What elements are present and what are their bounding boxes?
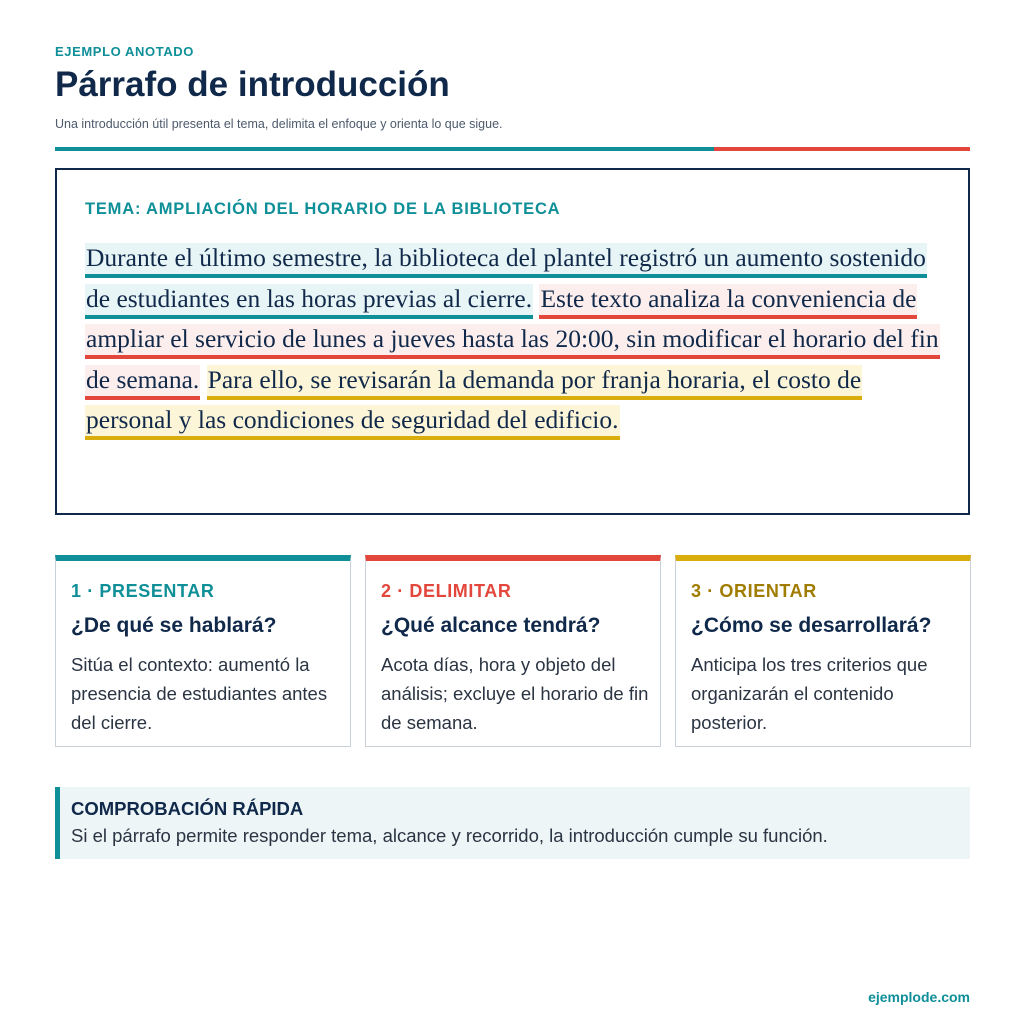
card-question: ¿Qué alcance tendrá? (381, 614, 601, 637)
segment-presentar: Durante el último semestre, la biblioteca del plantel registró un aumento sostenido de estudiantes en las horas previas al cierre. (85, 243, 927, 319)
example-paragraph (85, 238, 945, 441)
card-question: ¿De qué se hablará? (71, 614, 277, 637)
header-divider (55, 147, 970, 151)
quick-check-title: COMPROBACIÓN RÁPIDA (71, 798, 304, 819)
page-title: Párrafo de introducción (55, 65, 450, 104)
card-presentar (55, 555, 351, 747)
annotated-example-box (55, 168, 970, 515)
card-label: 1 · PRESENTAR (71, 581, 215, 601)
card-label: 3 · ORIENTAR (691, 581, 817, 601)
quick-check-callout (55, 787, 970, 859)
divider-red-segment (714, 147, 970, 151)
card-description: Acota días, hora y objeto del análisis; excluye el horario de fin de semana. (381, 654, 649, 733)
segment-delimitar: Este texto analiza la conveniencia de ampliar el servicio de lunes a jueves hasta las 20:00, sin modificar el horario del fin de semana. (85, 284, 940, 400)
card-description: Sitúa el contexto: aumentó la presencia de estudiantes antes del cierre. (71, 654, 328, 733)
eyebrow-label: EJEMPLO ANOTADO (55, 44, 195, 59)
card-orientar (675, 555, 971, 747)
page (55, 0, 970, 1024)
page-subtitle: Una introducción útil presenta el tema, delimita el enfoque y orienta lo que sigue. (55, 117, 503, 131)
segment-orientar: Para ello, se revisarán la demanda por franja horaria, el costo de personal y las condiciones de seguridad del edificio. (85, 365, 862, 441)
card-description: Anticipa los tres criterios que organizarán el contenido posterior. (691, 654, 928, 733)
divider-teal-segment (55, 147, 714, 151)
step-cards (55, 555, 970, 747)
card-delimitar (365, 555, 661, 747)
footer-site-link[interactable]: ejemplode.com (868, 989, 970, 1005)
topic-heading: TEMA: AMPLIACIÓN DEL HORARIO DE LA BIBLIOTECA (85, 200, 561, 218)
card-question: ¿Cómo se desarrollará? (691, 614, 932, 637)
quick-check-text: Si el párrafo permite responder tema, alcance y recorrido, la introducción cumple su función. (71, 825, 828, 846)
card-label: 2 · DELIMITAR (381, 581, 512, 601)
